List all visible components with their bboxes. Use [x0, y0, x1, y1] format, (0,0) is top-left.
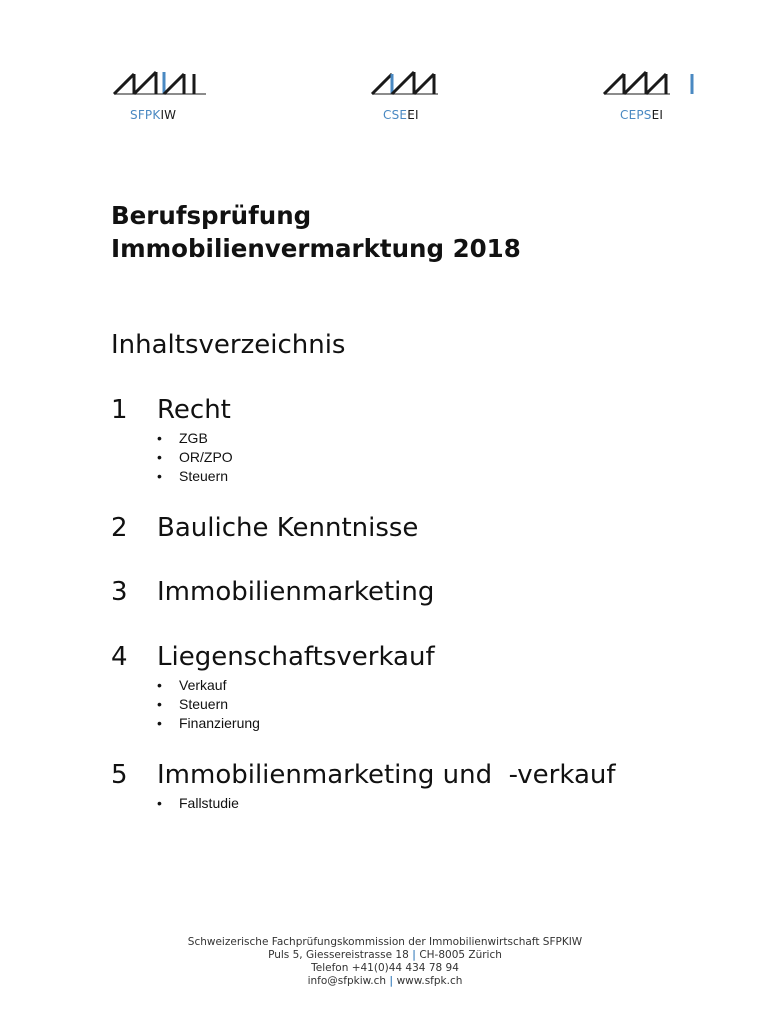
section-item-list — [111, 794, 616, 813]
footer-contact-line — [0, 975, 770, 988]
toc-section-2 — [111, 511, 418, 545]
section-heading — [111, 575, 434, 609]
section-number: 1 — [111, 395, 128, 425]
toc-section-4 — [111, 640, 435, 733]
section-title: Liegenschaftsverkauf — [157, 642, 435, 672]
logo-label: SFPKIW — [130, 108, 177, 122]
section-number: 5 — [111, 760, 128, 790]
section-heading — [111, 640, 435, 674]
section-item-list — [111, 676, 435, 733]
document-title — [111, 199, 521, 265]
toc-section-3 — [111, 575, 434, 609]
footer-street-line: Puls 5, Giessereistrasse 18 | CH-8005 Zürich — [268, 949, 502, 961]
list-item: • OR/ZPO — [157, 448, 233, 467]
list-item: • ZGB — [157, 429, 233, 448]
list-item: • Steuern — [157, 695, 435, 714]
cepsei-mark-icon — [602, 68, 702, 96]
separator: | — [412, 949, 416, 961]
section-number: 2 — [111, 513, 128, 543]
footer-address — [0, 936, 770, 988]
section-heading — [111, 511, 418, 545]
section-title: Bauliche Kenntnisse — [157, 513, 419, 543]
toc-section-5 — [111, 758, 616, 813]
section-heading — [111, 758, 616, 792]
section-number: 4 — [111, 642, 128, 672]
title-line-1: Berufsprüfung — [111, 201, 312, 230]
footer-org-name: Schweizerische Fachprüfungskommission der Immobilienwirtschaft SFPKIW — [187, 936, 583, 948]
list-item: • Steuern — [157, 467, 233, 486]
section-title: Recht — [157, 395, 231, 425]
section-title: Immobilienmarketing — [157, 577, 435, 607]
toc-heading: Inhaltsverzeichnis — [111, 330, 346, 360]
website-link[interactable]: www.sfpk.ch — [396, 975, 463, 987]
list-item: • Verkauf — [157, 676, 435, 695]
section-heading — [111, 393, 233, 427]
section-number: 3 — [111, 577, 128, 607]
list-item: • Fallstudie — [157, 794, 616, 813]
section-item-list — [111, 429, 233, 486]
logo-cepsei — [602, 68, 702, 122]
toc-section-1 — [111, 393, 233, 486]
section-title: Immobilienmarketing und -verkauf — [157, 760, 616, 790]
footer-phone: Telefon +41(0)44 434 78 94 — [311, 962, 459, 974]
list-item: • Finanzierung — [157, 714, 435, 733]
separator: | — [389, 975, 394, 987]
cseei-mark-icon — [370, 68, 470, 96]
logo-cseei — [370, 68, 470, 122]
logo-sfpkiw — [112, 68, 212, 122]
title-line-2: Immobilienvermarktung 2018 — [111, 234, 521, 263]
sfpkiw-mark-icon — [112, 68, 212, 96]
email-link[interactable]: info@sfpkiw.ch — [307, 975, 387, 987]
logo-label: CSEEI — [383, 108, 419, 122]
logo-label: CEPSEI — [620, 108, 664, 122]
